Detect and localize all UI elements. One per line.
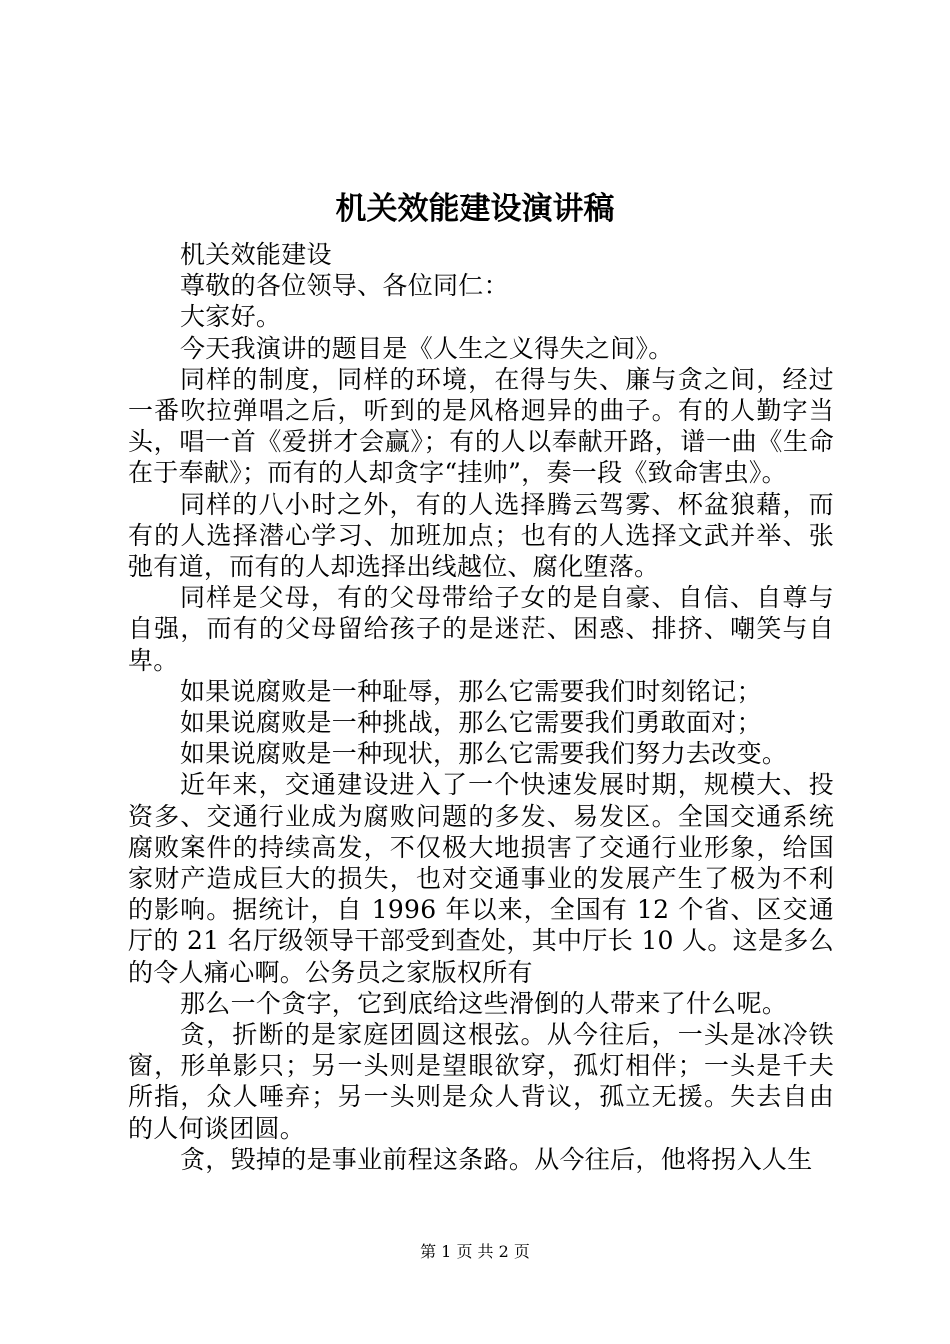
paragraph-7: 同样是父母，有的父母带给子女的是自豪、自信、自尊与自强，而有的父母留给孩子的是迷茫、困惑、排挤、嘲笑与自卑。 <box>128 583 834 675</box>
paragraph-10: 如果说腐败是一种现状，那么它需要我们努力去改变。 <box>180 739 788 769</box>
document-title: 机关效能建设演讲稿 <box>335 191 615 227</box>
page-footer: 第 1 页 共 2 页 <box>420 1242 530 1261</box>
paragraph-5: 同样的制度，同样的环境，在得与失、廉与贪之间，经过一番吹拉弹唱之后，听到的是风格迥异的曲子。有的人勤字当头，唱一首《爱拼才会赢》；有的人以奉献开路，谱一曲《生命在于奉献》；而有的人却贪字“挂帅”，奏一段《致命害虫》。 <box>128 364 834 488</box>
paragraph-11: 近年来，交通建设进入了一个快速发展时期，规模大、投资多、交通行业成为腐败问题的多发、易发区。全国交通系统腐败案件的持续高发，不仅极大地损害了交通行业形象，给国家财产造成巨大的损失，也对交通事业的发展产生了极为不利的影响。据统计，自 1996 年以来，全国有 12 个省、区交通厅的 21 名厅级领导干部受到查处，其中厅长 10 人。这是多么的令人痛心啊。公务员之家版权所有 <box>128 770 834 987</box>
paragraph-3: 大家好。 <box>180 302 282 332</box>
paragraph-1: 机关效能建设 <box>180 240 332 269</box>
document-body <box>128 239 834 1175</box>
paragraph-2: 尊敬的各位领导、各位同仁： <box>180 271 509 301</box>
paragraph-14: 贪，毁掉的是事业前程这条路。从今往后，他将拐入人生 <box>180 1144 813 1174</box>
paragraph-8: 如果说腐败是一种耻辱，那么它需要我们时刻铭记； <box>180 676 762 706</box>
paragraph-13: 贪，折断的是家庭团圆这根弦。从今往后，一头是冰冷铁窗，形单影只；另一头则是望眼欲穿，孤灯相伴；一头是千夫所指，众人唾弃；另一头则是众人背议，孤立无援。失去自由的人何谈团圆。 <box>128 1020 834 1143</box>
paragraph-12: 那么一个贪字，它到底给这些滑倒的人带来了什么呢。 <box>180 988 788 1018</box>
paragraph-6: 同样的八小时之外，有的人选择腾云驾雾、杯盆狼藉，而有的人选择潜心学习、加班加点；也有的人选择文武并举、张弛有道，而有的人却选择出线越位、腐化堕落。 <box>128 489 834 582</box>
paragraph-9: 如果说腐败是一种挑战，那么它需要我们勇敢面对； <box>180 708 762 738</box>
paragraph-4: 今天我演讲的题目是《人生之义得失之间》。 <box>180 333 674 363</box>
